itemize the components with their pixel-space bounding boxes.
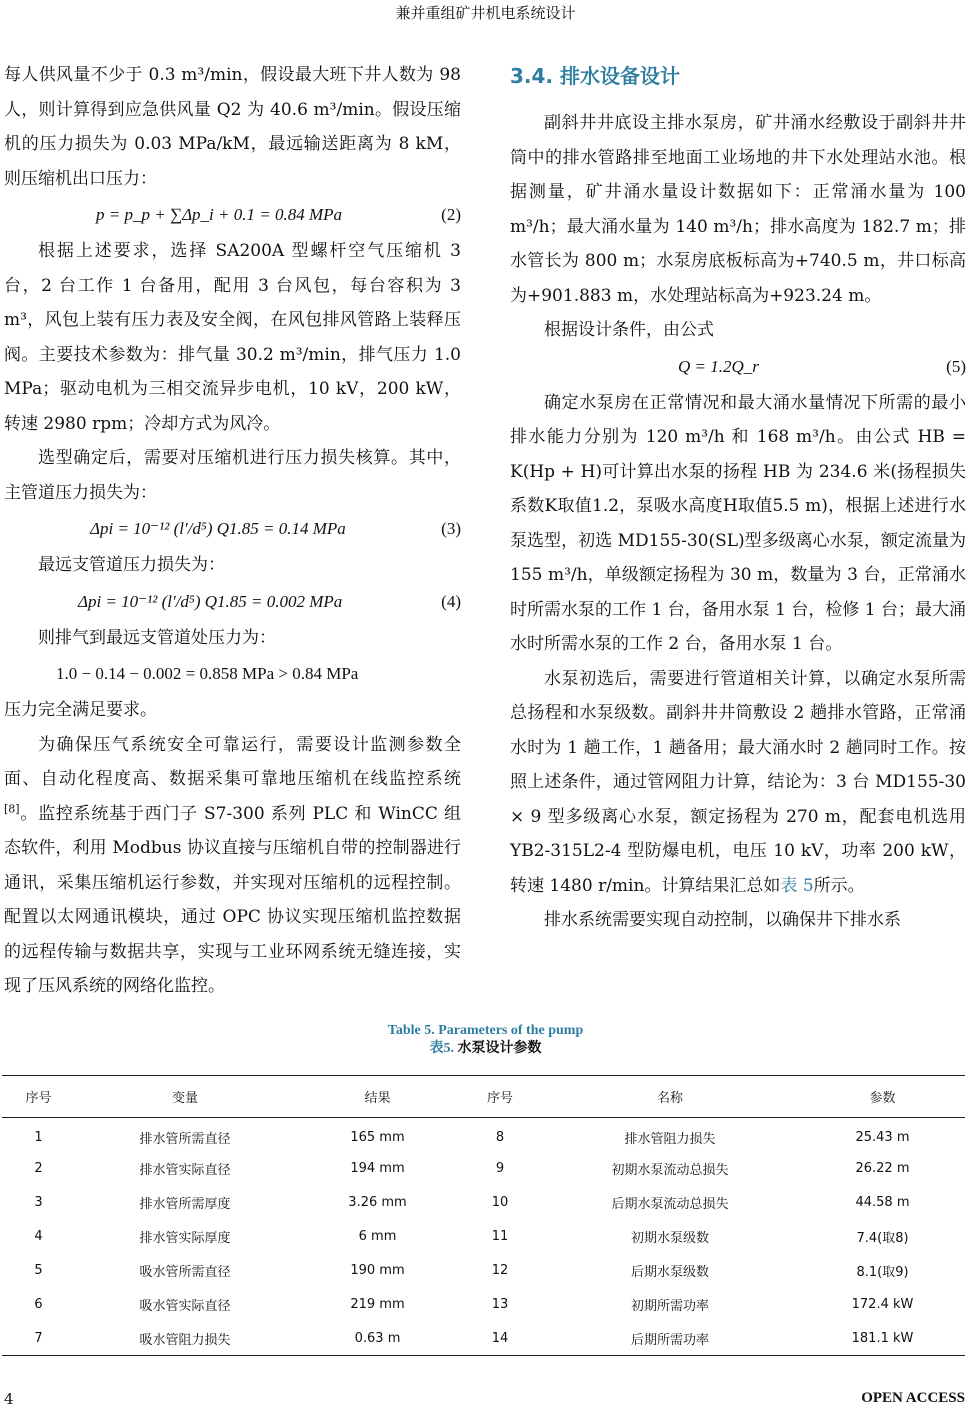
paragraph: 则排气到最远支管道处压力为： bbox=[38, 627, 276, 648]
paragraph: 选型确定后，需要对压缩机进行压力损失核算。其中，主管道压力损失为： bbox=[4, 448, 461, 503]
table-cell: 初期所需功率 bbox=[630, 1299, 709, 1314]
table-row bbox=[2, 1118, 965, 1152]
section-title: 3.4. 排水设备设计 bbox=[510, 64, 680, 88]
pump-parameters-table bbox=[2, 1075, 965, 1356]
table-row bbox=[2, 1254, 965, 1288]
column-header: 序号 bbox=[486, 1091, 513, 1106]
paragraph-text: 。监控系统基于西门子 S7-300 系列 PLC 和 WinCC 组态软件，利用 Modbus 协议直接与压缩机自带的控制器进行通讯，采集压缩机运行参数，并实现对压缩机的远程控制。配置以太网通讯模块，通过 OPC 协议实现压缩机监控数据的远程传输与数据共享，实现与工业环网系统无缝连接，实现了压风系统的网络化监控。 bbox=[4, 803, 461, 996]
table-cell: 排水管所需厚度 bbox=[139, 1197, 231, 1212]
table-cell: 后期水泵流动总损失 bbox=[611, 1197, 729, 1212]
table-cell: 44.58 m bbox=[855, 1195, 910, 1210]
table-cell: 5 bbox=[34, 1263, 43, 1278]
table-cell: 2 bbox=[34, 1161, 43, 1176]
paragraph: 根据上述要求，选择 SA200A 型螺杆空气压缩机 3 台，2 台工作 1 台备用，配用 3 台风包，每台容积为 3 m³，风包上装有压力表及安全阀，在风包排风管路上装释压阀。主要技术参数为：排气量 30.2 m³/min，排气压力 1.0 MPa；驱动电机为三相交流异步电机，10 kV，200 kW，转速 2980 rpm；冷却方式为风冷。 bbox=[4, 241, 461, 434]
equation-5 bbox=[510, 348, 966, 386]
equation-3 bbox=[4, 510, 461, 548]
paragraph-text: 水泵初选后，需要进行管道相关计算，以确定水泵所需总扬程和水泵级数。副斜井井筒敷设 2 趟排水管路，正常涌水时为 1 趟工作，1 趟备用；最大涌水时 2 趟同时工作。按照上述条件，通过管网阻力计算，结论为：3 台 MD155-30 × 9 型多级离心水泵，额定扬程为 270 m，配套电机选用 YB2-315L2-4 型防爆电机，电压 10 kV，功率 200 kW，转速 1480 r/min。计算结果汇总如 bbox=[510, 668, 966, 896]
table-header-row bbox=[2, 1076, 965, 1118]
caption-english: Table 5. Parameters of the pump bbox=[387, 1023, 584, 1038]
table-cell: 排水管阻力损失 bbox=[624, 1132, 716, 1148]
table-cell: 吸水管所需直径 bbox=[139, 1265, 231, 1280]
equation-number: (2) bbox=[441, 205, 461, 224]
paragraph-text: 为确保压气系统安全可靠运行，需要设计监测参数全面、自动化程度高、数据采集可靠地压缩机在线监控系统 bbox=[4, 734, 461, 789]
table-cell: 11 bbox=[491, 1229, 509, 1244]
table-cell: 8.1(取9) bbox=[856, 1265, 909, 1280]
table-caption bbox=[0, 1022, 971, 1058]
paragraph: 压力完全满足要求。 bbox=[4, 700, 157, 720]
table-cell: 3 bbox=[34, 1195, 43, 1210]
paragraph: 确定水泵房在正常情况和最大涌水量情况下所需的最小排水能力分别为 120 m³/h 和 168 m³/h。由公式 HB = K(Hp + H)可计算出水泵的扬程 HB 为 234.6 米(扬程损失系数K取值1.2，泵吸水高度H取值5.5 m)，根据上述进行水泵选型，初选 MD155-30(SL)型多级离心水泵，额定流量为 155 m³/h，单级额定扬程为 30 m，数量为 3 台，正常涌水时所需水泵的工作 1 台，备用水泵 1 台，检修 1 台；最大涌水时所需水泵的工作 2 台，备用水泵 1 台。 bbox=[510, 392, 966, 654]
paragraph bbox=[4, 728, 461, 1004]
table-cell: 3.26 mm bbox=[348, 1195, 407, 1210]
table-cell: 7 bbox=[34, 1330, 43, 1346]
page-number: 4 bbox=[4, 1390, 14, 1408]
table-cell: 9 bbox=[495, 1161, 505, 1176]
equation-formula: Δpi = 10⁻¹² (l′/d⁵) Q1.85 = 0.14 MPa bbox=[90, 519, 346, 538]
table-row bbox=[2, 1152, 965, 1186]
column-header: 参数 bbox=[869, 1091, 896, 1106]
equation-2 bbox=[4, 196, 461, 234]
paragraph bbox=[510, 662, 966, 904]
citation[interactable]: [8] bbox=[4, 801, 20, 815]
table-cell: 8 bbox=[495, 1130, 505, 1146]
paragraph: 副斜井井底设主排水泵房，矿井涌水经敷设于副斜井井筒中的排水管路排至地面工业场地的井下水处理站水池。根据测量，矿井涌水量设计数据如下：正常涌水量为 100 m³/h；最大涌水量为 140 m³/h；排水高度为 182.7 m；排水管长为 800 m；水泵房底板标高为+740.5 m，井口标高为+901.883 m，水处理站标高为+923.24 m。 bbox=[510, 113, 966, 306]
column-header: 变量 bbox=[171, 1091, 198, 1106]
equation-formula: p = p_p + ∑Δp_i + 0.1 = 0.84 MPa bbox=[96, 205, 343, 224]
table-cell: 190 mm bbox=[350, 1263, 405, 1278]
column-header: 名称 bbox=[656, 1091, 683, 1106]
table-reference-link[interactable]: 表 5 bbox=[780, 875, 814, 896]
equation-4 bbox=[4, 583, 461, 621]
left-column bbox=[4, 58, 461, 1004]
paragraph: 最远支管道压力损失为： bbox=[38, 555, 225, 575]
table-cell: 后期水泵级数 bbox=[630, 1265, 709, 1280]
equation-formula: 1.0 − 0.14 − 0.002 = 0.858 MPa > 0.84 MPa bbox=[56, 664, 359, 683]
table-cell: 初期水泵流动总损失 bbox=[611, 1163, 729, 1178]
caption-chinese bbox=[0, 1040, 971, 1058]
table-cell: 10 bbox=[491, 1195, 509, 1210]
column-header: 结果 bbox=[364, 1091, 391, 1106]
table-cell: 6 bbox=[34, 1297, 43, 1312]
table-cell: 后期所需功率 bbox=[630, 1332, 709, 1348]
table-cell: 排水管实际直径 bbox=[139, 1163, 231, 1178]
table-cell: 吸水管实际直径 bbox=[139, 1299, 231, 1314]
table-cell: 4 bbox=[34, 1229, 43, 1244]
table-cell: 25.43 m bbox=[855, 1130, 910, 1146]
paragraph-text: 所示。 bbox=[813, 875, 865, 896]
table-row bbox=[2, 1220, 965, 1254]
table-cell: 初期水泵级数 bbox=[630, 1231, 709, 1246]
table-cell: 吸水管阻力损失 bbox=[139, 1332, 231, 1348]
running-header: 兼并重组矿井机电系统设计 bbox=[395, 4, 576, 22]
equation-5-inline bbox=[4, 655, 461, 693]
table-cell: 7.4(取8) bbox=[856, 1231, 909, 1246]
column-header: 序号 bbox=[25, 1091, 52, 1106]
open-access-label: OPEN ACCESS bbox=[861, 1390, 965, 1406]
paragraph: 每人供风量不少于 0.3 m³/min，假设最大班下井人数为 98 人，则计算得到应急供风量 Q2 为 40.6 m³/min。假设压缩机的压力损失为 0.03 MPa/kM，最远输送距离为 8 kM，则压缩机出口压力： bbox=[4, 65, 461, 189]
table-cell: 26.22 m bbox=[855, 1161, 910, 1176]
table-row bbox=[2, 1288, 965, 1322]
table-cell: 181.1 kW bbox=[851, 1330, 914, 1346]
equation-formula: Δpi = 10⁻¹² (l′/d⁵) Q1.85 = 0.002 MPa bbox=[78, 591, 343, 611]
equation-number: (5) bbox=[946, 356, 966, 376]
table-cell: 排水管实际厚度 bbox=[139, 1231, 231, 1246]
equation-formula: Q = 1.2Q_r bbox=[678, 356, 759, 376]
table-cell: 194 mm bbox=[350, 1161, 405, 1176]
paragraph: 排水系统需要实现自动控制，以确保井下排水系 bbox=[544, 910, 901, 930]
table-cell: 6 mm bbox=[358, 1229, 397, 1244]
table-cell: 1 bbox=[34, 1130, 43, 1146]
equation-number: (3) bbox=[441, 519, 461, 538]
caption-text: 水泵设计参数 bbox=[457, 1041, 542, 1056]
table-cell: 排水管所需直径 bbox=[139, 1132, 231, 1148]
table-cell: 13 bbox=[491, 1297, 509, 1312]
table-row bbox=[2, 1322, 965, 1356]
table-cell: 12 bbox=[491, 1263, 509, 1278]
table-row bbox=[2, 1186, 965, 1220]
caption-label: 表5. bbox=[429, 1041, 454, 1056]
right-column bbox=[510, 58, 966, 938]
table-cell: 172.4 kW bbox=[851, 1297, 914, 1312]
table-cell: 14 bbox=[491, 1330, 509, 1346]
table-cell: 0.63 m bbox=[354, 1330, 401, 1346]
paragraph: 根据设计条件，由公式 bbox=[544, 320, 714, 340]
table-cell: 165 mm bbox=[350, 1130, 405, 1146]
table-cell: 219 mm bbox=[350, 1297, 405, 1312]
equation-number: (4) bbox=[441, 591, 461, 611]
